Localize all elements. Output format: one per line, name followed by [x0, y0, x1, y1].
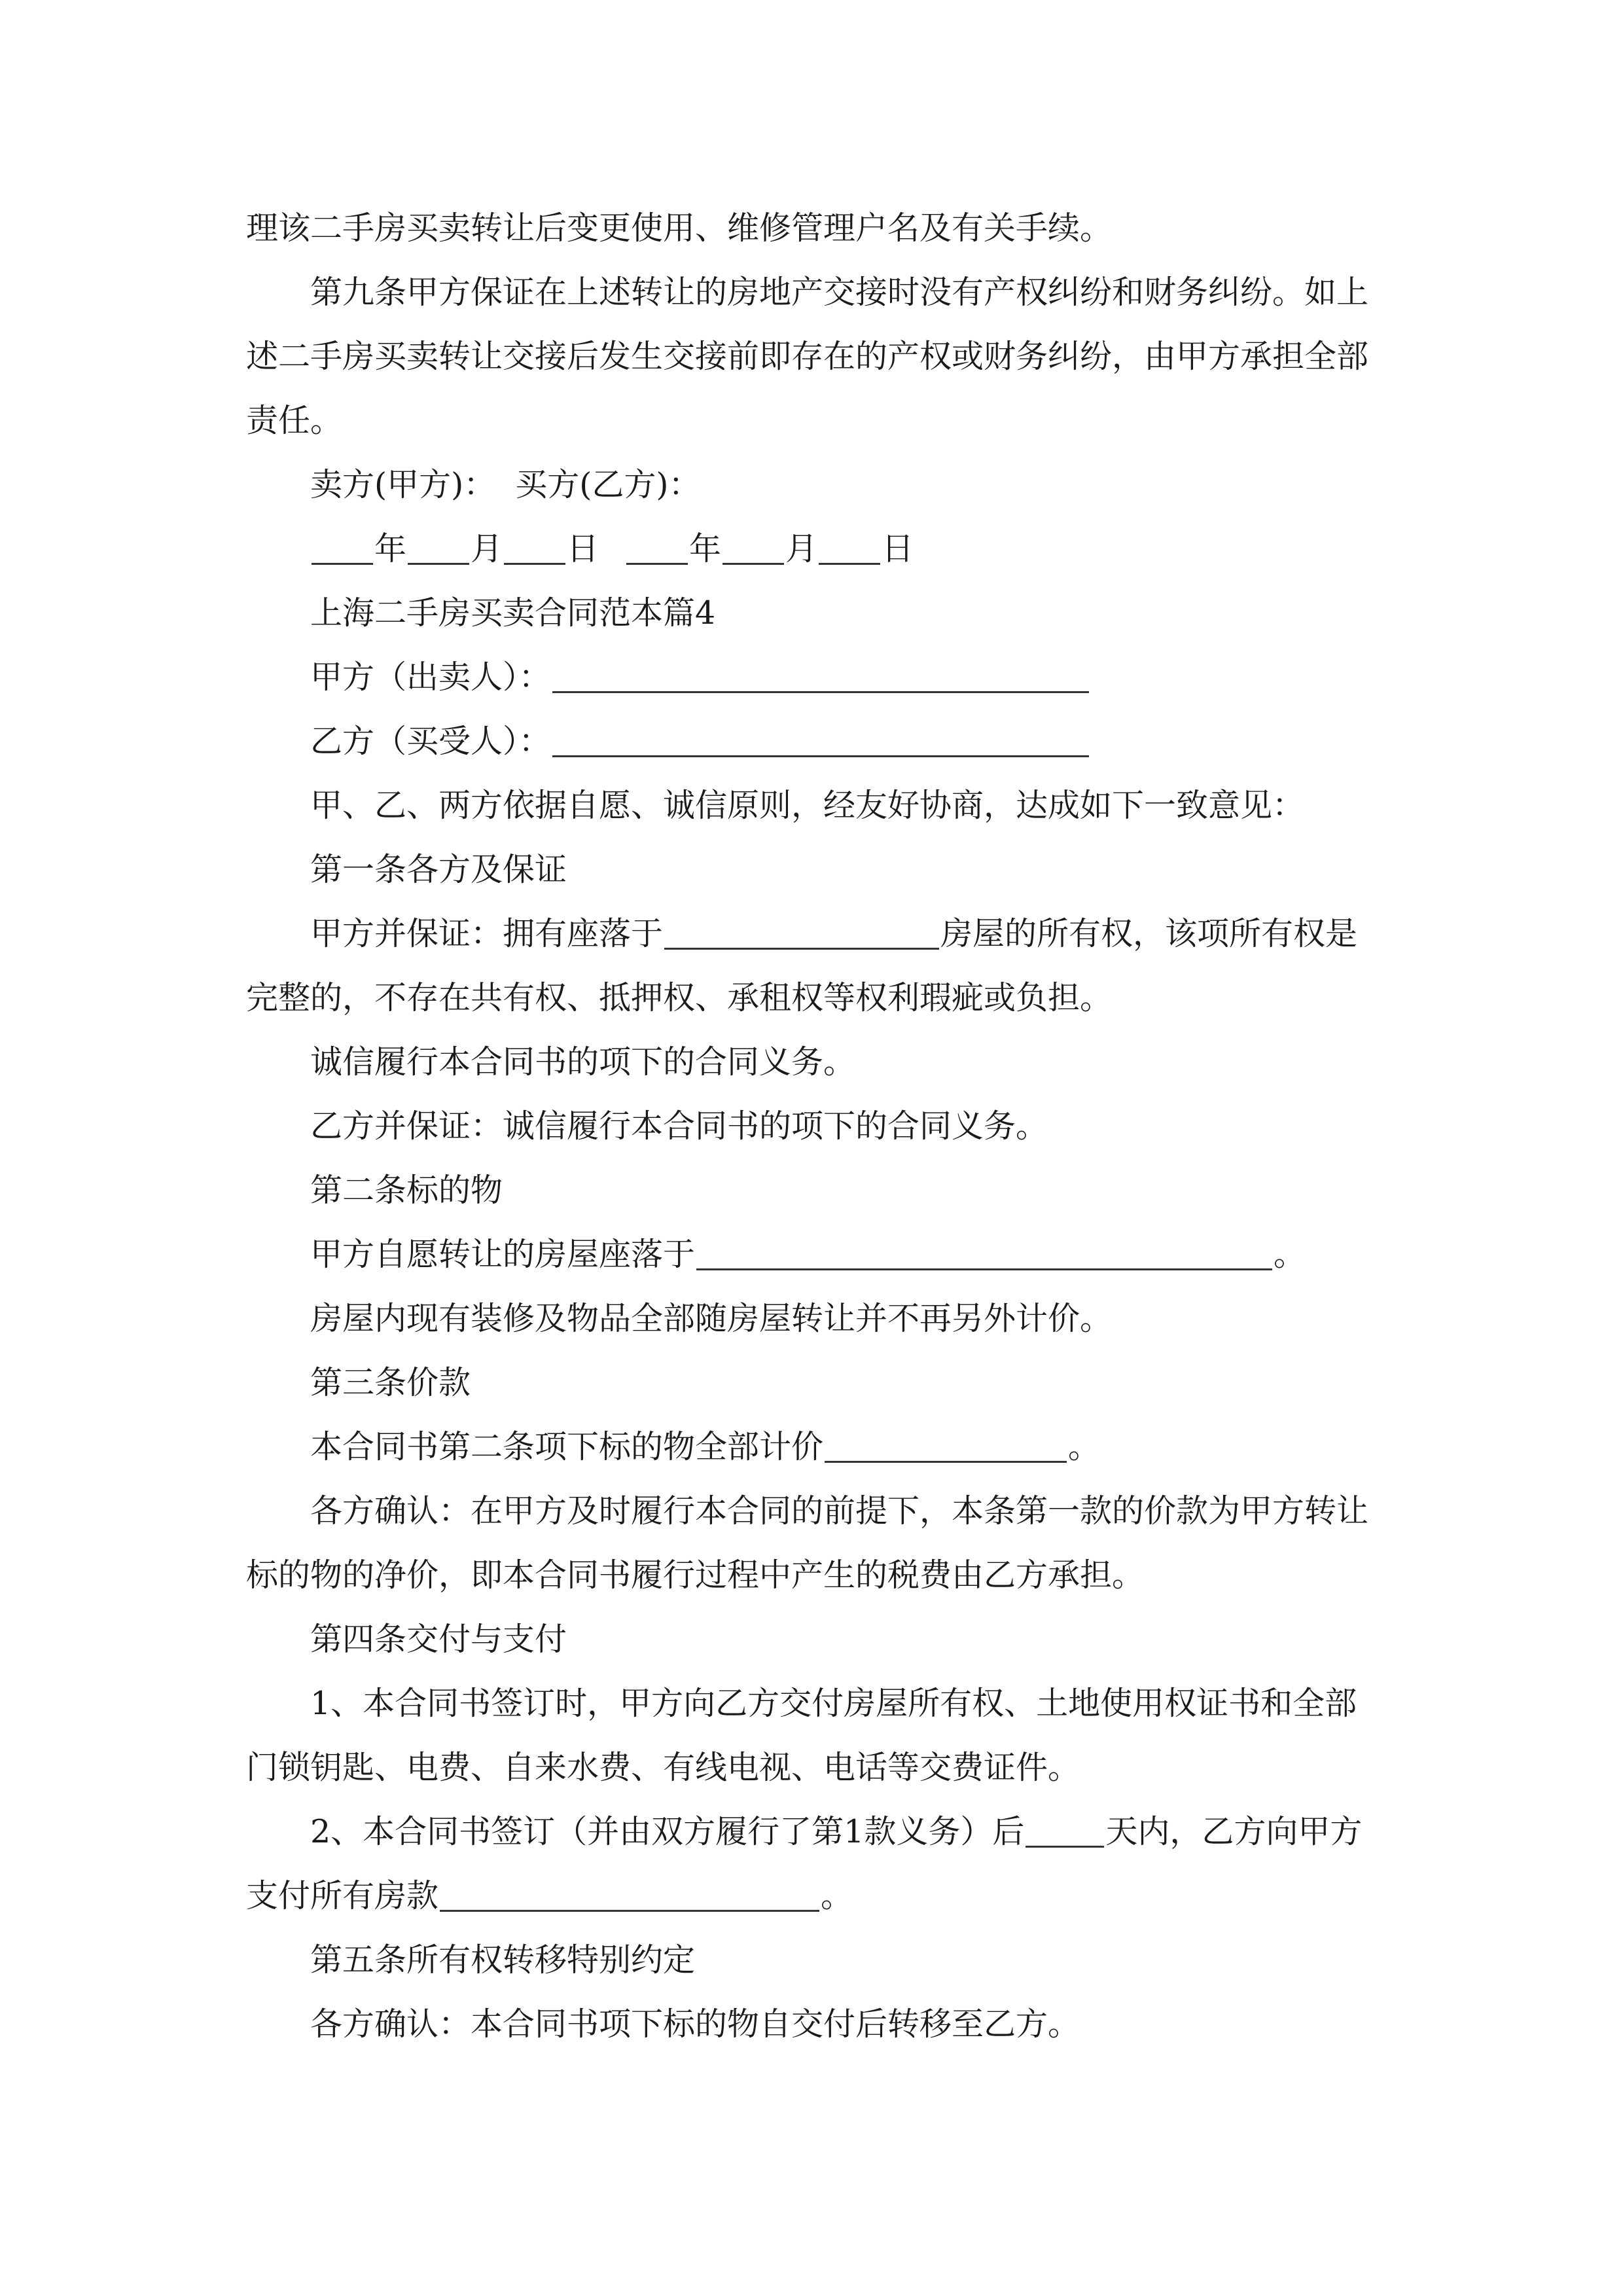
payment-blank	[440, 1864, 819, 1912]
article-heading: 第五条所有权转移特别约定	[310, 1941, 696, 1979]
paragraph-line: 房屋内现有装修及物品全部随房屋转让并不再另外计价。	[310, 1300, 1113, 1337]
text-span: 甲方并保证：拥有座落于	[310, 915, 664, 952]
day-label: 日	[567, 530, 599, 567]
paragraph-line: 标的物的净价，即本合同书履行过程中产生的税费由乙方承担。	[246, 1556, 1145, 1594]
location-blank	[664, 902, 939, 950]
party-a-blank	[552, 645, 1089, 693]
date-blank	[504, 517, 565, 565]
paragraph-line: 第九条甲方保证在上述转让的房地产交接时没有产权纠纷和财务纠纷。如上	[310, 274, 1369, 311]
paragraph-line: 理该二手房买卖转让后变更使用、维修管理户名及有关手续。	[246, 209, 1113, 247]
text-span: 本合同书第二条项下标的物全部计价	[310, 1428, 824, 1465]
paragraph-line	[310, 1800, 1385, 1864]
text-span: 天内，乙方向甲方	[1105, 1813, 1363, 1850]
paragraph-line	[310, 1223, 1385, 1287]
paragraph-line: 各方确认：在甲方及时履行本合同的前提下，本条第一款的价款为甲方转让	[310, 1492, 1369, 1530]
address-blank	[696, 1223, 1272, 1270]
party-a-label: 甲方（出卖人）：	[310, 658, 551, 696]
buyer-label: 买方(乙方)：	[515, 466, 701, 503]
text-span: 支付所有房款	[246, 1877, 439, 1914]
date-blank	[819, 517, 880, 565]
year-label: 年	[689, 530, 722, 567]
date-blank	[722, 517, 784, 565]
paragraph-line: 完整的，不存在共有权、抵押权、承租权等权利瑕疵或负担。	[246, 979, 1113, 1016]
party-b-blank	[552, 709, 1089, 757]
article-heading: 第二条标的物	[310, 1172, 503, 1209]
year-label: 年	[374, 530, 407, 567]
text-span: 。	[1274, 1236, 1306, 1273]
paragraph-line: 各方确认：本合同书项下标的物自交付后转移至乙方。	[310, 2005, 1080, 2043]
price-blank	[825, 1415, 1067, 1463]
paragraph-line: 乙方并保证：诚信履行本合同书的项下的合同义务。	[310, 1107, 1048, 1145]
days-blank	[1026, 1800, 1104, 1848]
party-a-line	[310, 645, 1385, 709]
article-heading: 第三条价款	[310, 1364, 471, 1401]
text-span: 。	[821, 1877, 853, 1914]
paragraph-line	[310, 1415, 1385, 1479]
text-span: 。	[1068, 1428, 1101, 1465]
paragraph-line: 1、本合同书签订时，甲方向乙方交付房屋所有权、土地使用权证书和全部	[310, 1685, 1357, 1722]
paragraph-line: 述二手房买卖转让交接后发生交接前即存在的产权或财务纠纷，由甲方承担全部	[246, 338, 1369, 375]
seller-label: 卖方(甲方)：	[310, 466, 496, 503]
paragraph-line: 门锁钥匙、电费、自来水费、有线电视、电话等交费证件。	[246, 1749, 1080, 1786]
text-span: 房屋的所有权，该项所有权是	[940, 915, 1358, 952]
text-span: 2、本合同书签订（并由双方履行了第1款义务）后	[310, 1813, 1025, 1850]
party-b-line	[310, 709, 1385, 774]
article-heading: 第一条各方及保证	[310, 851, 567, 888]
month-label: 月	[785, 530, 818, 567]
intro-line: 甲、乙、两方依据自愿、诚信原则，经友好协商，达成如下一致意见：	[310, 787, 1305, 824]
date-blank	[408, 517, 469, 565]
signature-parties	[310, 453, 1385, 517]
paragraph-line: 诚信履行本合同书的项下的合同义务。	[310, 1043, 856, 1081]
contract-title: 上海二手房买卖合同范本篇4	[310, 594, 716, 632]
text-span: 甲方自愿转让的房屋座落于	[310, 1236, 696, 1273]
month-label: 月	[471, 530, 503, 567]
day-label: 日	[882, 530, 914, 567]
paragraph-line	[246, 1864, 1385, 1928]
article-heading: 第四条交付与支付	[310, 1621, 567, 1658]
paragraph-line	[310, 902, 1385, 966]
party-b-label: 乙方（买受人）：	[310, 723, 551, 760]
date-blank	[312, 517, 373, 565]
date-blank	[626, 517, 688, 565]
signature-dates	[310, 517, 1385, 581]
paragraph-line: 责任。	[246, 402, 343, 439]
